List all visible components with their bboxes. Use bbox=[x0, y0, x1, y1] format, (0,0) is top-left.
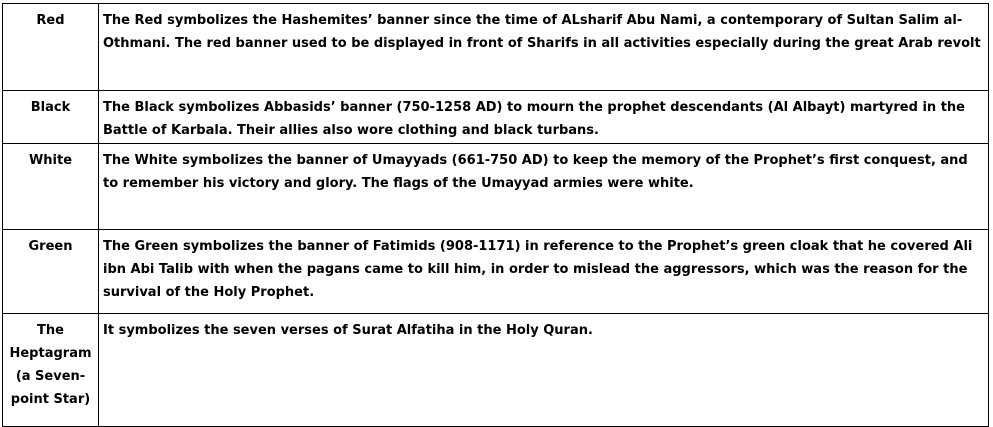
table-row-black bbox=[3, 91, 989, 144]
row-description: The Red symbolizes the Hashemites’ banner since the time of ALsharif Abu Nami, a contemporary of Sultan Salim al-Othmani. The red banner used to be displayed in front of Sharifs in all activities especially during the great Arab revolt bbox=[99, 4, 989, 91]
table-row-green bbox=[3, 230, 989, 314]
row-term: White bbox=[3, 144, 99, 230]
table-row-heptagram bbox=[3, 314, 989, 427]
row-term: Green bbox=[3, 230, 99, 314]
flag-symbolism-table bbox=[2, 3, 989, 427]
row-description: The Black symbolizes Abbasids’ banner (750-1258 AD) to mourn the prophet descendants (Al Albayt) martyred in the Battle of Karbala. Their allies also wore clothing and black turbans. bbox=[99, 91, 989, 144]
row-description: The White symbolizes the banner of Umayyads (661-750 AD) to keep the memory of the Prophet’s first conquest, and to remember his victory and glory. The flags of the Umayyad armies were white. bbox=[99, 144, 989, 230]
row-term: Black bbox=[3, 91, 99, 144]
table-row-red bbox=[3, 4, 989, 91]
table-row-white bbox=[3, 144, 989, 230]
row-term: Red bbox=[3, 4, 99, 91]
row-description: The Green symbolizes the banner of Fatimids (908-1171) in reference to the Prophet’s green cloak that he covered Ali ibn Abi Talib with when the pagans came to kill him, in order to mislead the aggressors, which was the reason for the survival of the Holy Prophet. bbox=[99, 230, 989, 314]
row-term: The Heptagram (a Seven-point Star) bbox=[3, 314, 99, 427]
row-description: It symbolizes the seven verses of Surat Alfatiha in the Holy Quran. bbox=[99, 314, 989, 427]
